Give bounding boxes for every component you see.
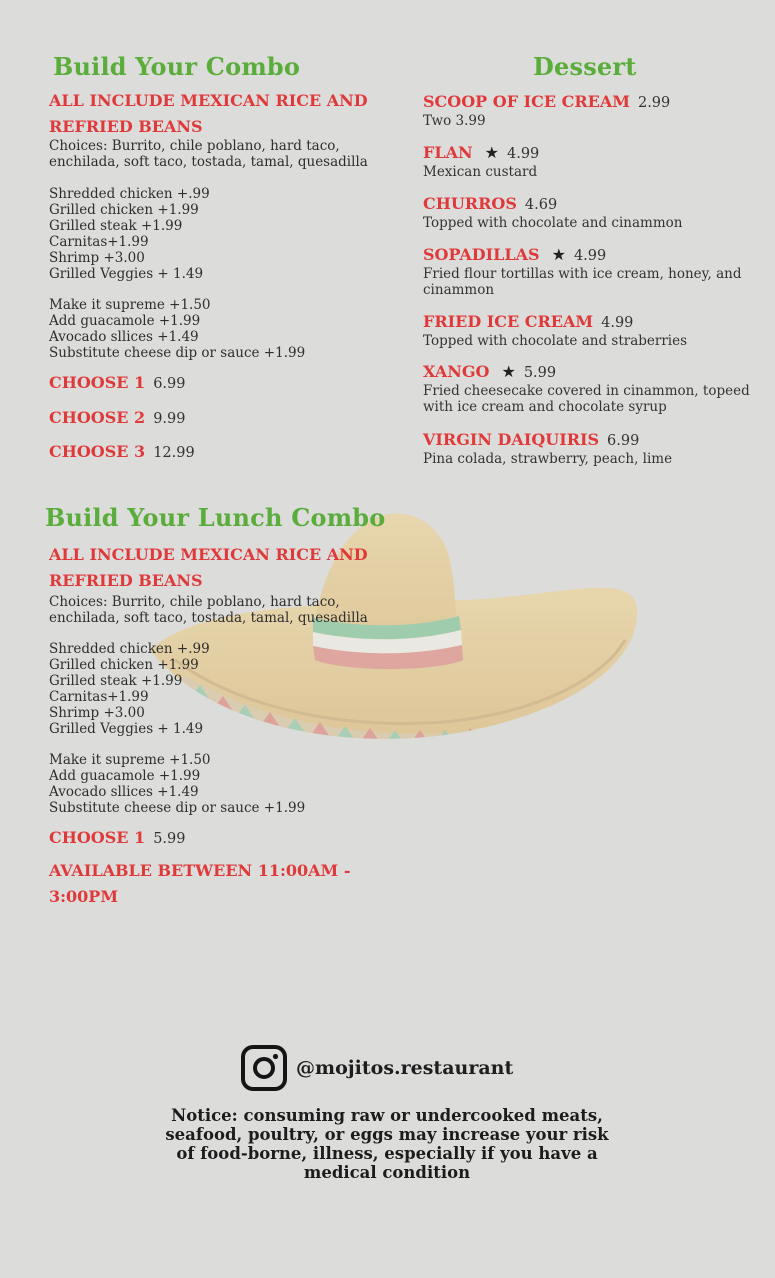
lunch-include-line-1: ALL INCLUDE MEXICAN RICE AND xyxy=(49,545,368,564)
protein-item: Shrimp +3.00 xyxy=(49,250,145,266)
dessert-description: Two 3.99 xyxy=(423,113,486,129)
combo-option-2 xyxy=(49,408,185,427)
option-price: 12.99 xyxy=(153,445,195,461)
combo-title: Build Your Combo xyxy=(53,52,301,81)
extra-item: Add guacamole +1.99 xyxy=(49,313,201,329)
extra-item: Add guacamole +1.99 xyxy=(49,768,201,784)
combo-choices xyxy=(49,138,368,170)
notice-line-3: of food-borne, illness, especially if you have a xyxy=(176,1144,598,1163)
dessert-name: SCOOP OF ICE CREAM xyxy=(423,92,630,111)
dessert-price: 2.99 xyxy=(637,95,671,111)
protein-item: Carnitas+1.99 xyxy=(49,234,149,250)
extra-item: Make it supreme +1.50 xyxy=(49,297,211,313)
lunch-include-line-2: REFRIED BEANS xyxy=(49,571,203,590)
lunch-extras-list xyxy=(49,752,305,816)
combo-include-line-2: REFRIED BEANS xyxy=(49,117,203,136)
protein-item: Grilled chicken +1.99 xyxy=(49,657,199,673)
dessert-description: Pina colada, strawberry, peach, lime xyxy=(423,451,673,467)
star-icon: ★ xyxy=(501,362,516,381)
dessert-title: Dessert xyxy=(533,52,637,81)
dessert-item xyxy=(423,430,753,467)
protein-item: Grilled chicken +1.99 xyxy=(49,202,199,218)
dessert-name: FRIED ICE CREAM xyxy=(423,312,594,331)
instagram-handle: @mojitos.restaurant xyxy=(296,1057,514,1079)
dessert-name: SOPADILLAS xyxy=(423,245,540,264)
lunch-choices-line-1: Choices: Burrito, chile poblano, hard taco, xyxy=(49,594,340,610)
dessert-name: XANGO xyxy=(423,362,490,381)
notice-line-2: seafood, poultry, or eggs may increase your risk xyxy=(165,1125,609,1144)
dessert-item xyxy=(423,362,753,415)
dessert-price: 4.99 xyxy=(573,248,607,264)
dessert-name: FLAN xyxy=(423,143,473,162)
availability-line-1: AVAILABLE BETWEEN 11:00AM - xyxy=(49,861,351,880)
notice-line-1: Notice: consuming raw or undercooked meats, xyxy=(171,1106,603,1125)
dessert-item xyxy=(423,245,753,298)
combo-choices-line-2: enchilada, soft taco, tostada, tamal, quesadilla xyxy=(49,154,368,170)
availability-line-2: 3:00PM xyxy=(49,887,119,906)
dessert-description: Fried cheesecake covered in cinammon, topeed with ice cream and chocolate syrup xyxy=(423,383,750,415)
extra-item: Avocado sllices +1.49 xyxy=(49,784,199,800)
star-icon: ★ xyxy=(551,245,566,264)
dessert-description: Topped with chocolate and cinammon xyxy=(423,215,683,231)
lunch-proteins-list xyxy=(49,641,210,737)
protein-item: Shredded chicken +.99 xyxy=(49,641,210,657)
dessert-item xyxy=(423,194,753,231)
dessert-price: 4.99 xyxy=(601,315,634,331)
star-icon: ★ xyxy=(484,143,499,162)
option-label: CHOOSE 2 xyxy=(49,408,146,427)
protein-item: Grilled steak +1.99 xyxy=(49,218,183,234)
lunch-choices-line-2: enchilada, soft taco, tostada, tamal, quesadilla xyxy=(49,610,368,626)
lunch-option-1 xyxy=(49,828,185,847)
lunch-choices xyxy=(49,594,368,626)
combo-option-3 xyxy=(49,442,195,461)
notice-line-4: medical condition xyxy=(303,1163,471,1182)
protein-item: Shredded chicken +.99 xyxy=(49,186,210,202)
option-price: 5.99 xyxy=(153,831,186,847)
protein-item: Shrimp +3.00 xyxy=(49,705,145,721)
combo-option-1 xyxy=(49,373,185,392)
extra-item: Avocado sllices +1.49 xyxy=(49,329,199,345)
option-price: 6.99 xyxy=(153,376,186,392)
lunch-availability xyxy=(49,858,369,910)
option-label: CHOOSE 3 xyxy=(49,442,146,461)
combo-include-note xyxy=(49,88,369,140)
combo-include-line-1: ALL INCLUDE MEXICAN RICE AND xyxy=(49,91,368,110)
extra-item: Substitute cheese dip or sauce +1.99 xyxy=(49,345,306,361)
option-price: 9.99 xyxy=(153,411,186,427)
dessert-name: VIRGIN DAIQUIRIS xyxy=(423,430,600,449)
combo-choices-line-1: Choices: Burrito, chile poblano, hard taco, xyxy=(49,138,340,154)
extra-item: Substitute cheese dip or sauce +1.99 xyxy=(49,800,306,816)
dessert-name: CHURROS xyxy=(423,194,517,213)
sombrero-image xyxy=(145,500,645,760)
protein-item: Grilled Veggies + 1.49 xyxy=(49,266,204,282)
dessert-price: 4.69 xyxy=(524,197,558,213)
lunch-title: Build Your Lunch Combo xyxy=(45,503,386,532)
dessert-item xyxy=(423,143,753,180)
dessert-price: 6.99 xyxy=(607,433,640,449)
extra-item: Make it supreme +1.50 xyxy=(49,752,211,768)
protein-item: Carnitas+1.99 xyxy=(49,689,149,705)
protein-item: Grilled steak +1.99 xyxy=(49,673,183,689)
instagram-link[interactable] xyxy=(240,1044,513,1092)
dessert-price: 4.99 xyxy=(507,146,540,162)
dessert-description: Mexican custard xyxy=(423,164,538,180)
health-notice xyxy=(152,1106,622,1182)
option-label: CHOOSE 1 xyxy=(49,373,146,392)
protein-item: Grilled Veggies + 1.49 xyxy=(49,721,204,737)
dessert-item xyxy=(423,312,753,349)
combo-proteins-list xyxy=(49,186,210,282)
dessert-price: 5.99 xyxy=(523,365,557,381)
option-label: CHOOSE 1 xyxy=(49,828,146,847)
dessert-item xyxy=(423,92,753,129)
dessert-description: Fried flour tortillas with ice cream, honey, and cinammon xyxy=(423,266,742,298)
dessert-description: Topped with chocolate and straberries xyxy=(423,333,688,349)
lunch-include-note xyxy=(49,542,369,594)
combo-extras-list xyxy=(49,297,305,361)
instagram-icon xyxy=(240,1044,288,1092)
